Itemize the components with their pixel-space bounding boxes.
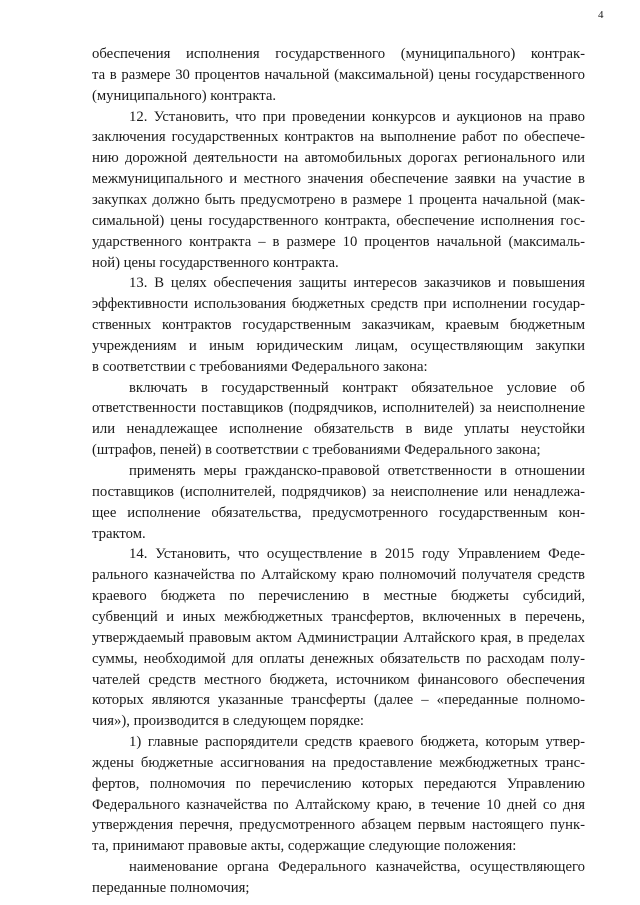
text-line: заключения государственных контрактов на выполнение работ по обеспече- xyxy=(92,129,585,146)
text-line: ственных контрактов государственным заказчикам, краевым бюджетным xyxy=(92,317,585,334)
text-line: закупках должно быть предусмотрено в размере 1 процента начальной (мак- xyxy=(92,191,585,208)
text-line: суммы, необходимой для оплаты денежных обязательств по расходам полу- xyxy=(92,650,585,667)
text-line: ответственности поставщиков (подрядчиков, исполнителей) за неисполнение xyxy=(92,400,585,417)
text-line: (штрафов, пеней) в соответствии с требованиями Федерального закона; xyxy=(92,442,541,459)
paragraph-start: 13. В целях обеспечения защиты интересов заказчиков и повышения xyxy=(129,275,585,292)
text-line: ждены бюджетные ассигнования на предоставление межбюджетных транс- xyxy=(92,754,585,771)
text-line: в соответствии с требованиями Федерального закона: xyxy=(92,358,428,375)
text-line: ударственного контракта – в размере 10 процентов начальной (максималь- xyxy=(92,233,585,250)
text-line: обеспечения исполнения государственного (муниципального) контрак- xyxy=(92,46,585,62)
text-line: симальной) цены государственного контракта, обеспечение исполнения гос- xyxy=(92,212,585,229)
text-line: фертов, полномочия по перечислению которых передаются Управлению xyxy=(92,775,585,792)
text-line: или ненадлежащее исполнение обязательств в виде уплаты неустойки xyxy=(92,421,585,438)
text-line: межмуниципального и местного значения обеспечение заявки на участие в xyxy=(92,171,585,188)
text-line: которых являются указанные трансферты (далее – «переданные полномо- xyxy=(92,692,585,709)
paragraph-start: 14. Установить, что осуществление в 2015 году Управлением Феде- xyxy=(129,546,585,563)
paragraph-start: наименование органа Федерального казначейства, осуществляющего xyxy=(129,859,585,876)
paragraph-start: применять меры гражданско-правовой ответственности в отношении xyxy=(129,463,585,479)
text-line: утверждения перечня, предусмотренного абзацем первым настоящего пунк- xyxy=(92,817,585,834)
text-line: рального казначейства по Алтайскому краю полномочий получателя средств xyxy=(92,567,585,584)
paragraph-start: 1) главные распорядители средств краевого бюджета, которым утвер- xyxy=(129,734,585,751)
text-line: та в размере 30 процентов начальной (максимальной) цены государственного xyxy=(92,66,585,83)
text-line: краевого бюджета по перечислению в местные бюджеты субсидий, xyxy=(92,588,585,605)
text-line: щее исполнение обязательства, предусмотренного государственным кон- xyxy=(92,504,585,521)
text-line: учреждениям и иным юридическим лицам, осуществляющим закупки xyxy=(92,337,585,354)
text-line: чия»), производится в следующем порядке: xyxy=(92,713,364,730)
text-line: (муниципального) контракта. xyxy=(92,87,277,104)
text-line: чателей средств местного бюджета, источником финансового обеспечения xyxy=(92,671,585,688)
text-line: поставщиков (исполнителей, подрядчиков) за неисполнение или ненадлежа- xyxy=(92,483,585,500)
text-line: субвенций и иных межбюджетных трансфертов, включенных в перечень, xyxy=(92,608,585,625)
text-line: та, принимают правовые акты, содержащие следующие положения: xyxy=(92,838,517,855)
text-line: трактом. xyxy=(92,525,146,542)
page-number: 4 xyxy=(598,9,604,21)
text-line: нию дорожной деятельности на автомобильных дорогах регионального или xyxy=(92,150,585,167)
text-line: ной) цены государственного контракта. xyxy=(92,254,339,271)
text-line: переданные полномочия; xyxy=(92,880,250,896)
text-line: эффективности использования бюджетных средств при исполнении государ- xyxy=(92,296,585,313)
paragraph-start: включать в государственный контракт обязательное условие об xyxy=(129,379,585,396)
text-line: утверждаемый правовым актом Администрации Алтайского края, в пределах xyxy=(92,629,585,646)
paragraph-start: 12. Установить, что при проведении конкурсов и аукционов на право xyxy=(129,108,585,125)
text-line: Федерального казначейства по Алтайскому краю, в течение 10 дней со дня xyxy=(92,796,585,813)
